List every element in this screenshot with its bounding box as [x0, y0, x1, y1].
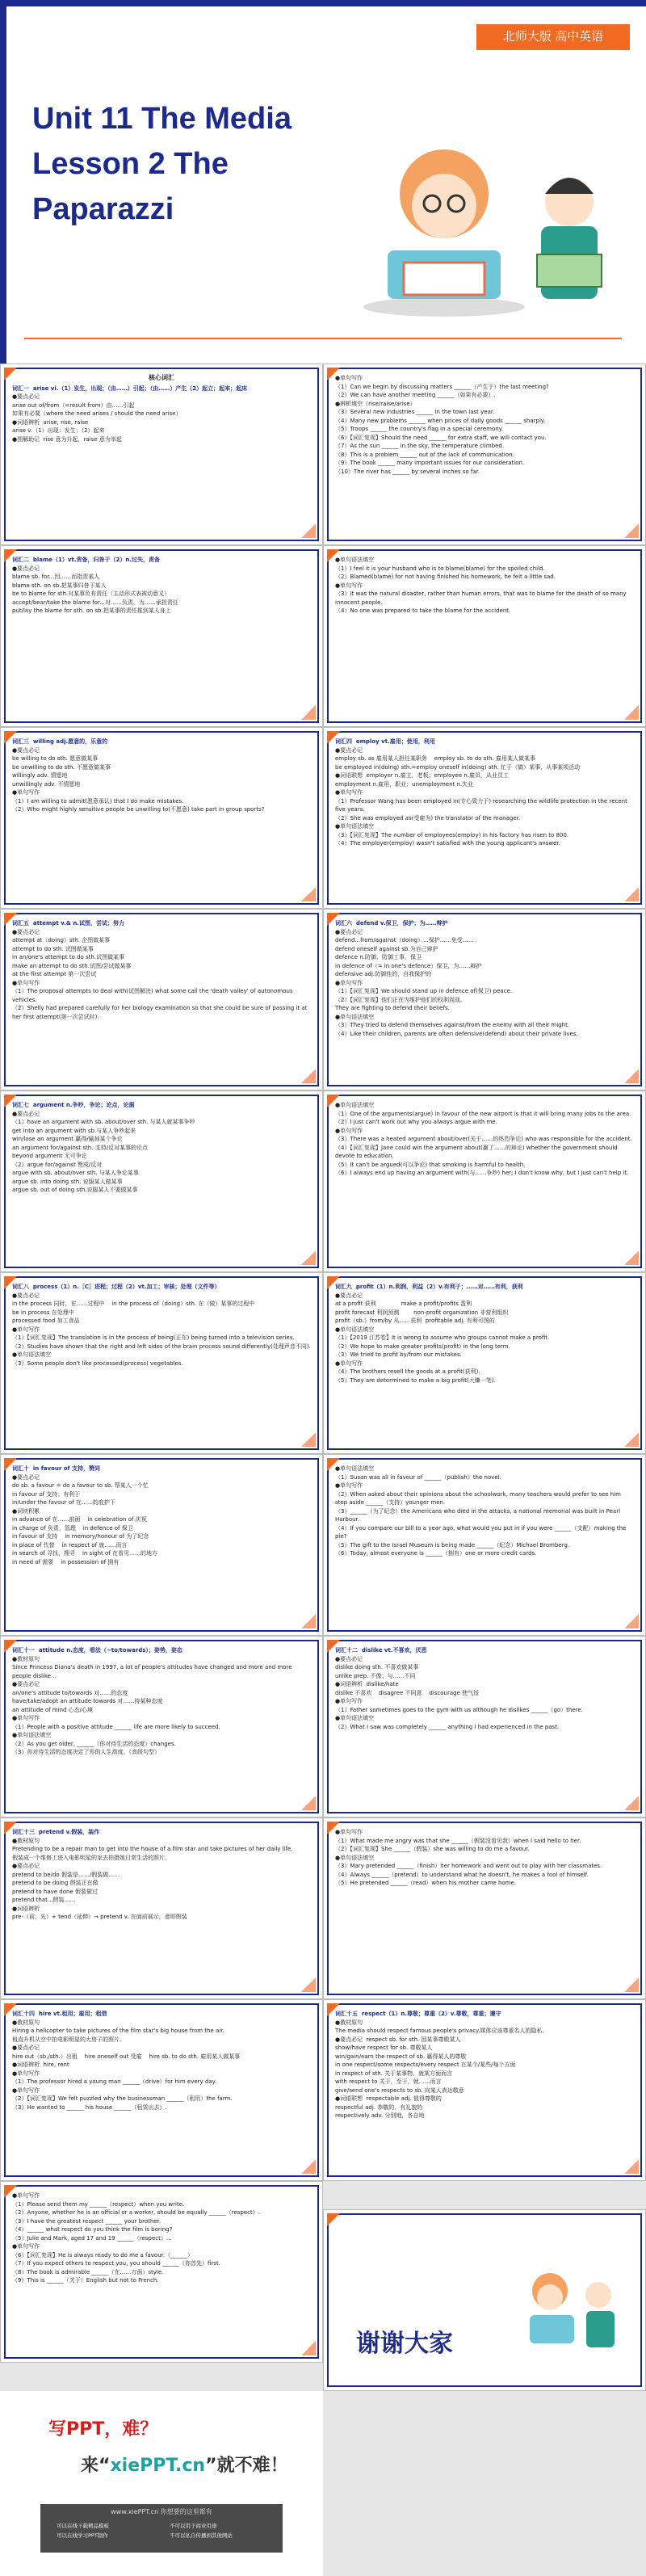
- slide-line: pretend to have done 假装做过: [12, 1888, 98, 1895]
- slide-line: 词汇七 argument n.争吵，争论；论点，论据: [12, 1102, 135, 1108]
- slide-line: （3）你对待生活的态度决定了你的人生高度。（高级句型）: [12, 1749, 160, 1755]
- slide-line: ●单句写作: [335, 375, 363, 381]
- slide-line: have/take/adopt an attitude towards 对……持某种态度: [12, 1698, 163, 1704]
- slide-line: （9）The book ______ many important issues for our consideration.: [335, 460, 525, 466]
- slide-content: [335, 2010, 634, 2172]
- title-line-1: Unit 11 The Media: [32, 102, 292, 136]
- slide-line: ●要点必记: [12, 1863, 40, 1869]
- slide-line: argue with sb. about/over sth. 与某人争论某事: [12, 1170, 139, 1176]
- slide-line: ●要点必记: [12, 2044, 40, 2051]
- slide-line: employ sb. as 雇用某人担任某职务 employ sb. to do sth. 雇用某人做某事: [335, 755, 535, 762]
- slide-line: ●词语联想 respectable adj. 值得尊敬的: [335, 2095, 442, 2102]
- slide-line: defend oneself against sb.为自己辩护: [335, 945, 438, 952]
- slide-line: get into an argument with sb.与某人争吵起来: [12, 1127, 136, 1134]
- slide-line: （2）Who might highly sensitive people be unwilling to(不愿意) take part in group sports?: [12, 806, 265, 813]
- slide-line: （2）We hope to make greater profits(profit) in the long term.: [335, 1343, 510, 1350]
- slide-line: dislike 不喜欢 disagree 不同意 discourage 使气馁: [335, 1689, 480, 1696]
- slide-content: [335, 1101, 634, 1263]
- slide-line: in an/one's attempt to do sth.试图做某事: [12, 954, 125, 960]
- slide-line: 词汇十三 pretend v.假装，装作: [12, 1829, 100, 1835]
- slide-content: [12, 919, 311, 1082]
- slide-line: ●要点必记: [12, 393, 40, 400]
- slide-line: （4）The brothers resell the goods at a profit(获利).: [335, 1368, 480, 1375]
- slide-line: ●单句语法填空: [335, 823, 375, 830]
- slide-line: ●辨析填空（rise/raise/arise）: [335, 400, 416, 407]
- slide-line: unlike prep. 不像；与……不同: [335, 1672, 416, 1679]
- slide-line: put/lay the blame for sth. on sb.把某事的责任推到某人身上: [12, 607, 171, 614]
- slide-line: 词汇十五 respect（1）n.尊敬；尊重（2）v.尊敬，尊重；遵守: [335, 2011, 501, 2017]
- slide-content: [335, 919, 634, 1082]
- slide-line: ●要点必记 respect sb. for sth. 因某事尊敬某人: [335, 2036, 461, 2043]
- corner-mark: [327, 2213, 340, 2226]
- slide-line: beyond argument 无可争论: [12, 1153, 87, 1159]
- slide-line: willingly adv. 情愿地: [12, 772, 68, 779]
- slide-line: ●单句写作: [335, 1482, 363, 1489]
- ad-notice-r1: 不可以用于商业用途: [170, 2523, 217, 2529]
- slide-line: （3）He wanted to ______ his house ______（租赁出去）.: [12, 2103, 167, 2111]
- slide-line: （4）If you compare our bill to a year ago, what would you put in if you were ______（支配）making the pie?: [335, 1524, 628, 1540]
- slide-line: （5）He pretended ______（read）when his mother came home.: [335, 1880, 517, 1886]
- slide-line: 假装成一个维修工进入电影明星的家去拍摄她日常生活的照片。: [12, 1854, 170, 1861]
- slide-line: （4）【词汇复现】Jane could win the argument about(赢了……的辩论) whether the government should devote to education.: [335, 1144, 619, 1159]
- slide-line: ●单句语法填空: [335, 1102, 375, 1108]
- slide-line: （1）The proposal attempts to deal with(试图解决) what some call the 'death valley' of autonomous vehicles.: [12, 988, 295, 1003]
- slide-line: 词汇二 blame（1）vt.责备，归咎于（2）n.过失，责备: [12, 557, 161, 563]
- slide-content: [12, 1646, 311, 1809]
- slide-line: hire out（sb./sth.）出租 hire oneself out 受雇 hire sb. to do sth. 雇用某人做某事: [12, 2053, 241, 2060]
- slide-line: （2）【词汇复现】他们正在为维护他们的权利而战。: [335, 996, 466, 1003]
- slide-line: ●单句写作: [12, 2070, 40, 2077]
- slide-line: pre-（前，先）+ tend（延伸）→ pretend v. 在面前展示，意即假装: [12, 1914, 187, 1920]
- slide-line: （6）I always end up having an argument with(与……争吵) her; I don't know why, but I just can't help it.: [335, 1170, 629, 1176]
- slide-line: ●单句写作: [335, 1829, 363, 1835]
- title-line-2: Lesson 2 The: [32, 147, 229, 181]
- slide-line: （1）Can we begin by discussing matters ______（产生于）the last meeting?: [335, 383, 549, 390]
- content-slide: [0, 1090, 323, 1272]
- content-slide: [0, 363, 323, 545]
- slide-line: ●要点必记: [12, 1473, 40, 1481]
- slide-line: （4）Like their children, parents are often defensive(defend) about their private lives.: [335, 1030, 578, 1037]
- slide-line: （3）Some people don't like processed(process) vegetables.: [12, 1359, 183, 1367]
- slide-line: ●教材原句: [12, 1655, 40, 1662]
- slide-line: ●词语辨析 arise, rise, raise: [12, 418, 89, 426]
- slide-line: 词汇五 attempt v.& n.试图，尝试；努力: [12, 920, 124, 927]
- children-illustration: [510, 2259, 631, 2364]
- slide-line: be unwilling to do sth. 不愿意做某事: [12, 763, 111, 771]
- slide-line: （2）Anyone, whether he is an official or a worker, should be equally ______（respect）.: [12, 2209, 260, 2216]
- edition-badge: 北师大版 高中英语: [476, 24, 630, 50]
- slide-line: （1）One of the arguments(argue) in favour of the new airport is that it will bring many jobs to the area.: [335, 1110, 631, 1117]
- slide-line: （1）The professor hired a young man ______（drive）for him every day.: [12, 2078, 217, 2085]
- slide-line: ●词语辨析: [12, 1905, 40, 1912]
- slide-line: （2）argue for/against 赞成/反对: [12, 1161, 103, 1168]
- slide-line: in search of 寻找，搜寻 in sight of 在看见……的地方: [12, 1550, 157, 1557]
- slide-line: ●要点必记: [12, 1292, 40, 1299]
- slide-line: in charge of 负责，管理 in defence of 保卫: [12, 1524, 133, 1532]
- slide-line: ●词块积累: [12, 1507, 40, 1515]
- slide-line: （2）Blamed(blame) for not having finished his homework, he felt a little sad.: [335, 574, 556, 580]
- slide-line: Since Princess Diana's death in 1997, a lot of people's attitudes have changed and more and more people dislike...: [12, 1664, 294, 1679]
- slide-line: ●单句语法填空: [335, 557, 375, 563]
- slide-line: ●教材原句: [12, 1837, 40, 1844]
- slide-line: （3）They tried to defend themselves against/from the enemy with all their might.: [335, 1022, 570, 1028]
- slide-line: ●单句写作: [12, 789, 40, 796]
- slide-line: ●单句写作: [12, 1715, 40, 1721]
- slide-line: respectful adj. 恭敬的，有礼貌的: [335, 2103, 423, 2111]
- slide-line: attempt to do sth. 试图做某事: [12, 945, 94, 952]
- slide-line: ●单句语法填空: [12, 1351, 52, 1358]
- slide-line: dislike doing sth. 不喜欢做某事: [335, 1664, 419, 1670]
- slide-content: [12, 1283, 311, 1445]
- slide-line: win/lose an argument 赢得/输掉某个争论: [12, 1136, 123, 1142]
- slide-content: [12, 1464, 311, 1627]
- slide-line: defence n.防御，防御工事，保卫: [335, 954, 422, 960]
- slide-line: an attitude of mind 心态/心境: [12, 1706, 94, 1713]
- slide-line: 词汇四 employ vt.雇用；使用，利用: [335, 738, 435, 745]
- slide-line: be in process 在处理中: [12, 1309, 74, 1316]
- slide-line: （1）Professor Wang has been employed in(专心致力于) researching the wildlife protection in the recent five years.: [335, 797, 630, 813]
- content-slide: [323, 363, 646, 545]
- slide-line: ●单句写作: [12, 2192, 40, 2199]
- slide-line: in/under the favour of 在……的庇护下: [12, 1499, 115, 1506]
- slide-line: ●教材原句: [12, 2019, 40, 2026]
- slide-line: arise v.（1）出现；发生；（2）起来: [12, 427, 105, 434]
- slide-line: Pretending to be a repair man to get into the house of a film star and take pictures of her daily life.: [12, 1846, 293, 1852]
- slide-line: （2）When asked about their opinions about the schoolwork, many teachers would prefer to see him step aside ______（支持）younger men.: [335, 1490, 623, 1506]
- slide-content: [12, 374, 311, 536]
- slide-line: in the process 同时，在……过程中 in the process of（doing）sth. 在（做）某事的过程中: [12, 1301, 255, 1307]
- slide-line: attempt at（doing）sth. 企图做某事: [12, 937, 111, 943]
- slide-line: （1）【词汇复现】The translation is in the process of being(正在) being turned into a television series.: [12, 1334, 295, 1341]
- slide-content: [335, 1828, 634, 1990]
- slide-line: in place of 代替 in respect of 就……而言: [12, 1541, 128, 1549]
- slide-line: 租直升机从空中拍电影明星的大房子的照片。: [12, 2036, 125, 2043]
- slide-line: （1）People with a positive attitude ______ life are more likely to succeed.: [12, 1723, 220, 1730]
- slide-line: be to blame for sth.对某事负有责任（主动形式表被动意义）: [12, 590, 170, 597]
- slide-line: ●单句写作: [335, 582, 363, 589]
- slide-content: [12, 1828, 311, 1990]
- slide-line: （2）As you get older, ______（你对待生活的态度）changes.: [12, 1740, 176, 1747]
- thanks-slide: [323, 2209, 646, 2391]
- slide-line: （5）It can't be argued(可以争论) that smoking is harmful to health.: [335, 1161, 526, 1168]
- slide-line: arise out of/from（=result from）由……引起: [12, 401, 135, 409]
- slide-line: unwillingly adv. 不情愿地: [12, 780, 81, 788]
- slide-line: ●要点必记: [335, 928, 363, 935]
- slide-line: ●单句语法填空: [335, 1326, 375, 1333]
- slide-line: ●词语辨析 hire, rent: [12, 2061, 69, 2068]
- slide-line: at the first attempt 第一次尝试: [12, 971, 97, 977]
- thanks-text: 谢谢大家: [356, 2330, 453, 2358]
- slide-content: [12, 1101, 311, 1263]
- slide-line: at a profit 获利 make a profit/profits 盈利: [335, 1301, 472, 1307]
- slide-line: 词汇十二 dislike vt.不喜欢，厌恶: [335, 1647, 427, 1654]
- ad-tagline: [81, 2452, 288, 2477]
- slide-line: （7）As the sun ______ in the sky, the temperature climbed.: [335, 443, 505, 449]
- content-slide: [323, 1999, 646, 2181]
- slide-content: [12, 556, 311, 718]
- slide-line: accept/bear/take the blame for...对……负责，为……承担责任: [12, 599, 178, 606]
- slide-line: employment n.雇用，职业；unemployment n.失业: [335, 780, 474, 788]
- slide-line: （4）Always ______（pretend）to understand what he doesn't, he makes a fool of himself.: [335, 1871, 589, 1878]
- slide-line: ●图解助记 rise 意为升起，raise 意为举起: [12, 435, 122, 443]
- slide-line: ●单句语法填空: [335, 1715, 375, 1721]
- ad-notice-box: [40, 2504, 283, 2553]
- slide-line: ●单句写作: [335, 1359, 363, 1367]
- slide-line: The media should respect famous people's privacy.媒体应该尊重名人的隐私。: [335, 2028, 548, 2034]
- slide-content: [12, 2010, 311, 2172]
- slide-content: [335, 1646, 634, 1809]
- children-reading-illustration: [355, 113, 622, 323]
- slide-line: pretend to be doing 假装正在做: [12, 1880, 99, 1886]
- cover-top-bar: [0, 0, 646, 6]
- slide-line: Hiring a helicopter to take pictures of the film star's big house from the air.: [12, 2028, 224, 2034]
- ad-notice-r2: 不可以私自传播到其他网站: [170, 2532, 233, 2539]
- slide-line: argue sb. out of doing sth.说服某人不要做某事: [12, 1187, 138, 1193]
- slide-line: ●单句语法填空: [335, 1854, 375, 1861]
- slide-line: （1）【2019 江苏卷】It is wrong to assume who groups cannot make a profit.: [335, 1334, 550, 1341]
- slide-line: blame sb. for...因……而指责某人: [12, 574, 100, 580]
- content-slide: [0, 1636, 323, 1817]
- slide-line: with respect to 关于，至于，就……而言: [335, 2078, 442, 2085]
- slide-content: [12, 738, 311, 900]
- slide-line: （2）【词汇复现】We felt puzzled why the businessman ______（租用）the farm.: [12, 2095, 233, 2102]
- slide-line: ●单句写作: [335, 1698, 363, 1704]
- slide-line: in favour of 支持 in memory/honour of 为了纪念: [12, 1533, 149, 1540]
- slide-line: 词汇三 willing adj.愿意的，乐意的: [12, 738, 108, 745]
- ad-headline: 写PPT，难？: [48, 2419, 158, 2439]
- slide-line: （1）Susan was all in favour of ______（publish）the novel.: [335, 1473, 501, 1481]
- slide-line: 词汇九 profit（1）n.利润，利益（2）v.有利于；……对……有利，获利: [335, 1284, 523, 1290]
- content-slide: [323, 1090, 646, 1272]
- slide-line: an/one's attitude to/towards 对……的态度: [12, 1689, 128, 1696]
- slide-content: [335, 556, 634, 718]
- slide-line: ●要点必记: [12, 565, 40, 572]
- slide-line: （6）【词汇复现】Should the need ______ for extra staff, we will contact you.: [335, 434, 547, 441]
- content-slide: [0, 2181, 323, 2363]
- slide-line: （2）【词汇复现】She ______（假装）she was willing to do me a favour.: [335, 1846, 530, 1852]
- content-slide: [0, 1454, 323, 1636]
- slide-content: [335, 1464, 634, 1627]
- slide-line: ●要点必记: [12, 1681, 40, 1687]
- cover-slide: [0, 0, 646, 363]
- slide-content: [335, 374, 634, 536]
- slide-line: （2）She was employed as(受雇为) the translator of the manager.: [335, 814, 521, 822]
- slide-line: ●单句语法填空: [335, 1013, 375, 1020]
- slide-content: [335, 738, 634, 900]
- slide-line: （5）They are determined to make a big profit(大赚一笔).: [335, 1376, 496, 1384]
- content-slide: [323, 545, 646, 727]
- slide-line: （1）Father sometimes goes to the gym with us although he dislikes ______（go）there.: [335, 1706, 583, 1713]
- slide-line: ●要点必记: [335, 746, 363, 754]
- slide-line: （5）Julie and Mark, aged 17 and 19 ______（respect）...: [12, 2234, 172, 2242]
- slide-line: defensive adj.防御性的，自我保护的: [335, 971, 432, 977]
- slide-line: 词汇八 process（1）n.［C］进程；过程（2）vt.加工；审核；处理（文件等）: [12, 1284, 220, 1290]
- slide-line: （3）It was the natural disaster, rather than human errors, that was to blame for the death of so many innocent people.: [335, 590, 628, 606]
- slide-line: （5）Troops ______ the country's flag in a special ceremony.: [335, 426, 504, 432]
- slide-line: 如果有必要（where the need arises / should the need arise）: [12, 410, 182, 417]
- slide-line: an argument for/against sth. 支持/反对某事的论点: [12, 1144, 149, 1151]
- slide-line: （1）I feel it is your husband who is to blame(blame) for the spoiled child.: [335, 565, 545, 572]
- slide-line: （8）The book is admirable ______（在……方面）style.: [12, 2268, 164, 2276]
- slide-line: ●单句写作: [12, 2086, 40, 2094]
- content-slide: [0, 1817, 323, 1999]
- content-slide: [0, 909, 323, 1090]
- content-slide: [0, 1272, 323, 1454]
- content-slide: [323, 1272, 646, 1454]
- slide-line: （2）I just can't work out why you always argue with me.: [335, 1119, 497, 1125]
- slide-line: in advance of 在……前面 in celebration of 庆祝: [12, 1516, 147, 1523]
- content-slide: [323, 727, 646, 909]
- slide-line: （1）What made me angry was that she ______（假装没看见我）when I said hello to her.: [335, 1837, 581, 1844]
- slide-line: pretend that...假装……: [12, 1897, 76, 1903]
- slide-content: [12, 2191, 311, 2354]
- slide-line: （2）Studies have shown that the right and left sides of the brain process sound differently(处理声音不同).: [12, 1343, 311, 1350]
- slide-line: ●要点必记: [12, 1110, 40, 1117]
- slide-line: ●教材原句: [335, 2019, 363, 2026]
- slide-line: ●单句写作: [12, 979, 40, 986]
- slide-line: in need of 需要 in possession of 拥有: [12, 1558, 120, 1565]
- slide-line: ●要点必记: [335, 1655, 363, 1662]
- slide-line: （3）Several new industries ______ in the town last year.: [335, 409, 495, 415]
- slide-line: （4）The employer(employ) wasn't satisfied with the young applicant's answer.: [335, 840, 560, 847]
- slide-line: They are fighting to defend their beliefs.: [335, 1005, 450, 1011]
- slide-line: （6）Today, almost everyone is ______（拥有）one or more credit cards.: [335, 1550, 537, 1557]
- slide-line: blame sth. on sb.把某事归咎于某人: [12, 582, 107, 589]
- slide-title: 核心词汇: [149, 374, 174, 381]
- slide-line: （3）I have the greatest respect ______ your brother.: [12, 2217, 162, 2225]
- slide-line: be willing to do sth. 愿意做某事: [12, 755, 99, 762]
- slide-line: 词汇十四 hire vt.租用；雇用；租借: [12, 2011, 107, 2017]
- slide-line: ●单句写作: [335, 1127, 363, 1134]
- slide-line: 词汇十 in favour of 支持，赞同: [12, 1465, 100, 1472]
- slide-line: （2）We can have another meeting ______（如果有必要）.: [335, 392, 496, 398]
- slide-line: show/have respect for sb. 尊敬某人: [335, 2044, 433, 2051]
- slide-line: （6）【词汇复现】He is always ready to do me a favour.（______）: [12, 2251, 194, 2259]
- slide-line: ●单句写作: [12, 2243, 40, 2250]
- slide-line: （7）If you expect others to respect you, you should ______（你首先）first.: [12, 2260, 220, 2267]
- slide-line: （2）Shelly had prepared carefully for her biology examination so that she could be sure of passing it at her first attempt(第一次尝试时).: [12, 1005, 309, 1020]
- slide-line: do sb. a favour = do a favour to sb. 帮某人一个忙: [12, 1482, 149, 1489]
- content-slide: [0, 1999, 323, 2181]
- slide-line: ●要点必记: [12, 746, 40, 754]
- slide-line: （1）I am willing to admit(愿意承认) that I do make mistakes.: [12, 797, 184, 805]
- slide-line: ●单句语法填空: [12, 1732, 52, 1738]
- slide-line: ●单句写作: [335, 789, 363, 796]
- slide-line: （3）There was a heated argument about/over(关于……的热烈争论) who was responsible for the accident.: [335, 1136, 632, 1142]
- title-line-3: Paparazzi: [32, 192, 174, 226]
- slide-content: [335, 1283, 634, 1445]
- slide-line: （1）【词汇复现】We should stand up in defence of(保卫) peace.: [335, 988, 513, 994]
- slide-line: （1）Please send them my ______（respect）when you write.: [12, 2200, 185, 2208]
- slide-line: argue sb. into doing sth. 说服某人做某事: [12, 1178, 123, 1185]
- slide-line: （10）The river has ______ by several inches so far.: [335, 468, 480, 475]
- slide-line: in favour of 支持；有利于: [12, 1490, 81, 1498]
- ad-tagline-post: ”就不难！: [205, 2456, 288, 2476]
- slide-line: （2）What I saw was completely ______ anything I had experienced in the past.: [335, 1723, 560, 1730]
- slide-line: （9）This is ______（关于）English but not to French.: [12, 2277, 159, 2284]
- ad-tagline-pre: 来“: [81, 2456, 111, 2476]
- slide-line: （5）The gift to the Israel Museum is being made ______（纪念）Michael Bromberg.: [335, 1541, 570, 1549]
- slide-line: （4）______ what respect do you think the film is boring?: [12, 2226, 173, 2233]
- slide-line: processed food 加工食品: [12, 1317, 80, 1324]
- slide-line: 词汇十一 attitude n.态度，看法（~to/towards）；姿势，姿态: [12, 1647, 182, 1654]
- slide-line: give/send one's respects to sb. 向某人表达敬意: [335, 2086, 464, 2094]
- slide-line: ●要点必记: [335, 1292, 363, 1299]
- ad-notice-l1: 可以在线下载精品模板: [57, 2523, 109, 2529]
- slide-line: （3）______（为了纪念）the Americans who died in the attacks, a national memorial was built in Pearl Harbour.: [335, 1507, 623, 1523]
- cover-left-bar: [0, 0, 6, 363]
- slide-line: （4）Many new problems ______ when prices of daily goods ______ sharply.: [335, 417, 546, 424]
- content-slide: [323, 1636, 646, 1817]
- slide-line: 词汇一 arise vi.（1）发生，出现；（由……）引起；（由……）产生（2）起立；起来；起床: [12, 385, 248, 392]
- slide-line: ●单句语法填空: [335, 1465, 375, 1472]
- slide-line: profit forecast 利润预测 non-profit organization 非营利组织: [335, 1309, 509, 1316]
- ad-panel: [0, 2391, 323, 2576]
- slide-line: （8）This is a problem ______ out of the lack of communication.: [335, 451, 514, 458]
- slide-line: 词汇六 defend v.保卫，保护；为……辩护: [335, 920, 448, 927]
- slide-line: in respect of sth. 关于某事物，就某方面而言: [335, 2070, 453, 2077]
- content-slide: [323, 1454, 646, 1636]
- slide-line: （1）have an argument with sb. about/over sth. 与某人就某事争吵: [12, 1119, 195, 1125]
- content-slide: [0, 727, 323, 909]
- slide-line: pretend to be/do 假装是……/假装做……: [12, 1871, 120, 1878]
- ad-brand: xiePPT.cn: [110, 2456, 206, 2476]
- slide-line: in one respect/some respects/every respect 在某个/某些/每个方面: [335, 2061, 516, 2068]
- slide-line: （4）No one was prepared to take the blame for the accident.: [335, 607, 511, 614]
- slide-line: ●要点必记: [12, 928, 40, 935]
- cover-bottom-line: [24, 338, 622, 339]
- slide-line: （3）【词汇复现】The number of employees(employ) in his factory has risen to 800.: [335, 831, 569, 838]
- ad-notice-l2: 可以在线学习PPT制作: [57, 2532, 108, 2539]
- slide-line: win/gain/earn the respect of sb. 赢得某人的尊敬: [335, 2053, 467, 2060]
- slide-line: in defence of（= in one's defence）保卫，为……辩护: [335, 962, 482, 969]
- slide-line: ●单句写作: [12, 1326, 40, 1333]
- slide-line: profit（sb.）from/by 从……获利 profitable adj. 有利可图的: [335, 1317, 495, 1324]
- slide-line: ●词语联想 employer n.雇主，老板；employee n.雇员，从业员工: [335, 772, 510, 779]
- slide-line: ●词语辨析 dislike/hate: [335, 1681, 399, 1687]
- slide-line: （3）We tried to profit by/from our mistakes.: [335, 1351, 462, 1358]
- slide-line: respectively adv. 分别地，各自地: [335, 2112, 425, 2119]
- slide-line: （3）Mary pretended ______（finish）her homework and went out to play with her classmates.: [335, 1863, 602, 1869]
- slide-line: defend...from/against（doing）...保护……免受……: [335, 937, 474, 943]
- slide-line: be employed in(doing) sth.=employ oneself in(doing) sth. 忙于（做）某事，从事某项活动: [335, 763, 581, 771]
- ad-url[interactable]: www.xiePPT.cn 你想要的这里都有: [111, 2508, 212, 2515]
- content-slide: [323, 1817, 646, 1999]
- slide-line: make an attempt to do sth.试图/尝试做某事: [12, 962, 132, 969]
- slide-line: ●单句写作: [335, 979, 363, 986]
- content-slide: [0, 545, 323, 727]
- content-slide: [323, 909, 646, 1090]
